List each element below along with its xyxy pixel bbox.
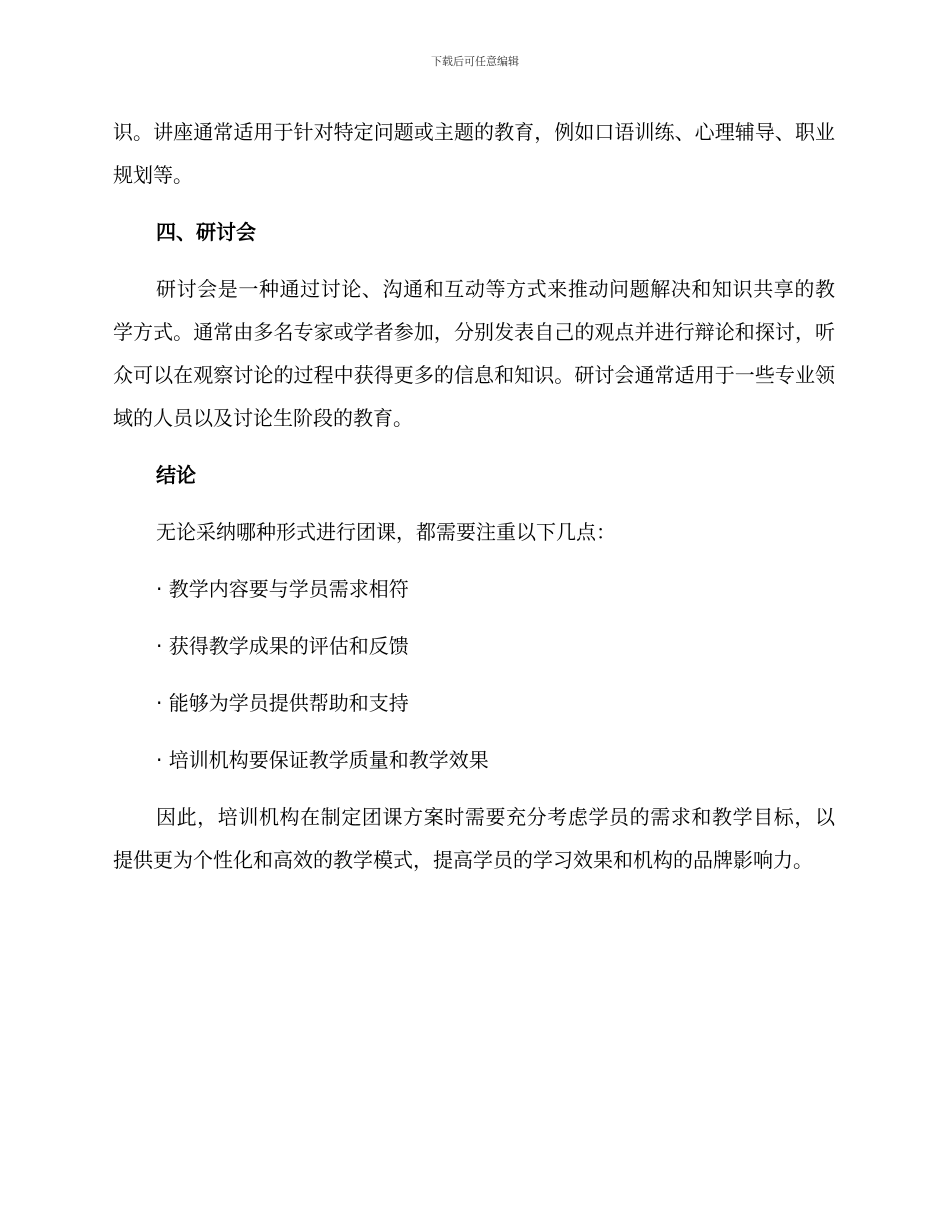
paragraph-final: 因此，培训机构在制定团课方案时需要充分考虑学员的需求和教学目标，以提供更为个性化和高效的教学模式，提高学员的学习效果和机构的品牌影响力。 xyxy=(113,805,835,872)
list-item: · 教学内容要与学员需求相符 xyxy=(156,577,409,601)
section-heading-seminar: 四、研讨会 xyxy=(156,220,256,244)
list-item: · 获得教学成果的评估和反馈 xyxy=(156,634,409,658)
list-item: · 能够为学员提供帮助和支持 xyxy=(156,691,409,715)
section-heading-conclusion: 结论 xyxy=(156,463,196,487)
paragraph-conclusion-intro: 无论采纳哪种形式进行团课，都需要注重以下几点： xyxy=(156,520,616,544)
page-header: 下载后可任意编辑 xyxy=(431,55,519,68)
paragraph-lecture-continued: 识。讲座通常适用于针对特定问题或主题的教育，例如口语训练、心理辅导、职业规划等。 xyxy=(113,120,835,187)
list-item: · 培训机构要保证教学质量和教学效果 xyxy=(156,748,489,772)
paragraph-seminar: 研讨会是一种通过讨论、沟通和互动等方式来推动问题解决和知识共享的教学方式。通常由多名专家或学者参加，分别发表自己的观点并进行辩论和探讨，听众可以在观察讨论的过程中获得更多的信息和知识。研讨会通常适用于一些专业领域的人员以及讨论生阶段的教育。 xyxy=(113,277,835,430)
document-body xyxy=(113,111,835,896)
